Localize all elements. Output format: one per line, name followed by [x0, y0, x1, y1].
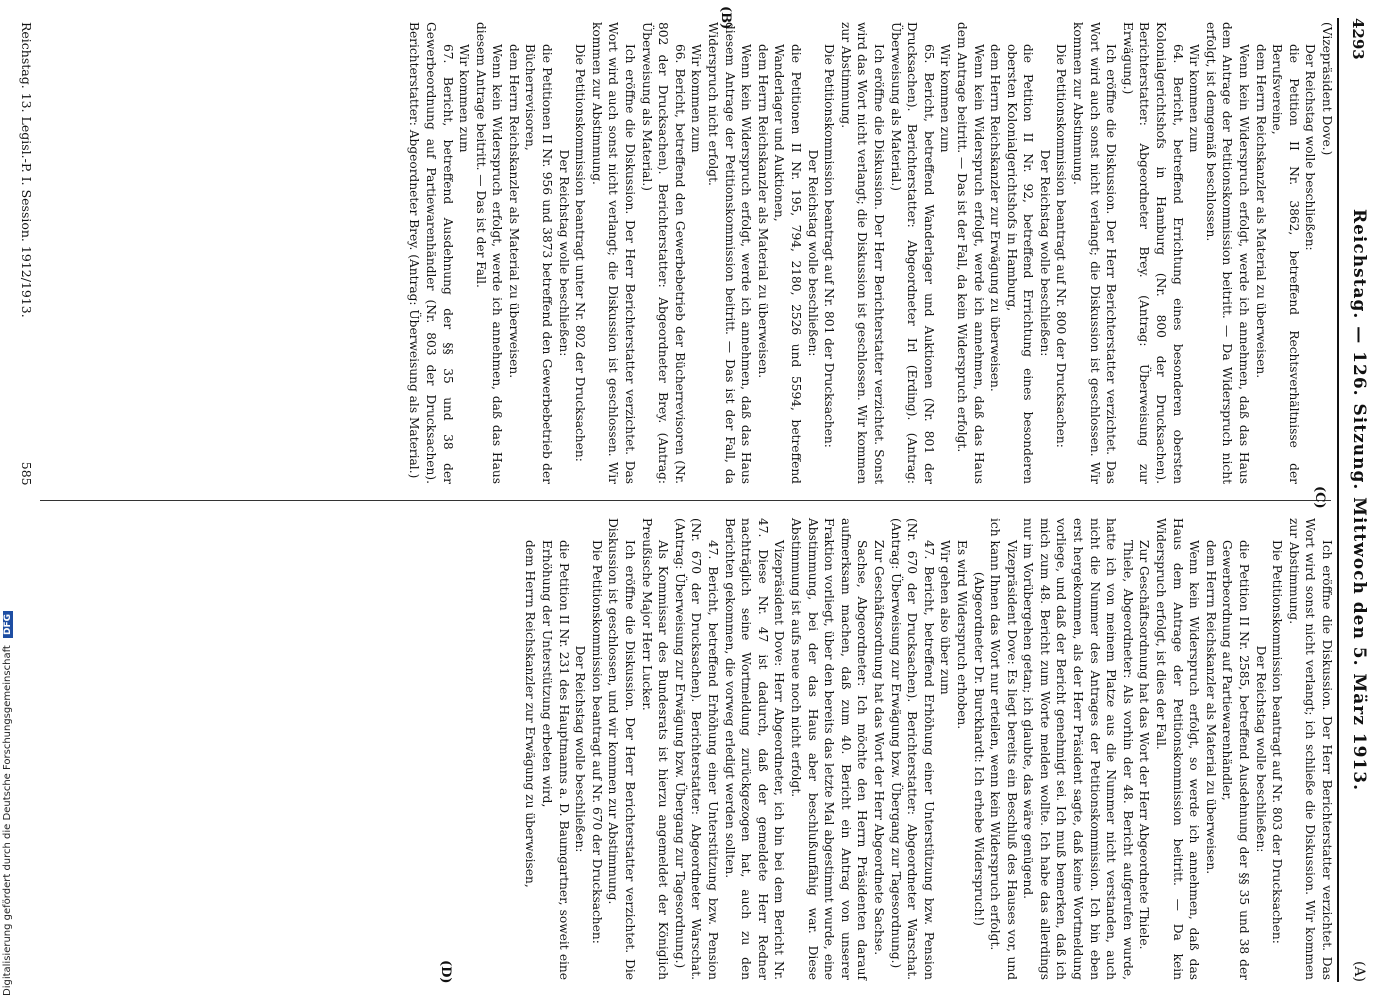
paragraph: Wir gehen also über zum [938, 540, 953, 695]
petition-text: die Petitionen II Nr. 956 und 3873 betreffend den Gewerbebetrieb der Bücherrevisoren, [523, 44, 555, 484]
report-item: 66. Bericht, betreffend den Gewerbebetrieb der Bücherrevisoren (Nr. 802 der Drucksachen). Berichterstatter: Abgeordneter Brey. (Antrag: Überweisung als Material.) [639, 22, 687, 484]
left-column [406, 22, 1335, 484]
paragraph: Zur Geschäftsordnung hat das Wort der Herr Abgeordnete Thiele. [1137, 540, 1152, 950]
report-item: 67. Bericht, betreffend Ausdehnung der §§ 35 und 38 der Gewerbeordnung auf Partiewarenhändler (Nr. 803 der Drucksachen). Berichterstatter: Abgeordneter Brey. (Antrag: Überweisung als Material.) [407, 22, 455, 484]
petition-disposition: dem Herrn Reichskanzler als Material zu überweisen. [506, 44, 521, 379]
paragraph: Wenn kein Widerspruch erfolgt, werde ich annehmen, daß das Haus dem Antrage beitritt. — Das ist der Fall, da kein Widerspruch erfolgt. [954, 22, 986, 484]
speech: Vizepräsident Dove: Es liegt bereits ein Beschluß des Hauses vor, und ich kann Ihnen das Wort nur erteilen, wenn kein Widerspruch erfolgt. [988, 518, 1019, 980]
credit-text: Digitalisierung gefördert durch die Deutsche Forschungsgemeinschaft [2, 645, 13, 996]
paragraph: Die Petitionskommission beantragt unter Nr. 802 der Drucksachen: [573, 44, 588, 462]
paragraph: Wir kommen zum [938, 44, 953, 153]
sheet-signature: 585 [19, 461, 34, 486]
paragraph: Die Petitionskommission beantragt auf Nr. 800 der Drucksachen: [1054, 44, 1069, 448]
petition-text: die Petition II Nr. 231 des Hauptmanns a. D. Baumgartner, soweit eine Erhöhung der Unterstützung erbeten wird, [540, 540, 571, 980]
interjection: (Abgeordneter Dr. Burckhardt: Ich erhebe Widerspruch!) [971, 571, 986, 927]
paragraph: Ich eröffne die Diskussion. Der Herr Berichterstatter verzichtet. Das Wort wird auch sonst nicht verlangt; die Diskussion ist geschlossen. Wir kommen zur Abstimmung. [589, 22, 638, 484]
paragraph: Ich eröffne die Diskussion. Der Herr Berichterstatter verzichtet. Sonst wird das Wort nicht verlangt; die Diskussion ist geschlossen. Wir kommen zur Abstimmung. [838, 22, 886, 484]
margin-mark-c: (C) [1312, 486, 1327, 509]
resolution-intro: Der Reichstag wolle beschließen: [573, 645, 588, 853]
volume-reference: Reichstag. 13. Legisl.-P. I. Session. 1912/1913. [19, 22, 34, 318]
column-divider [40, 500, 1331, 501]
margin-mark-b: (B) [718, 6, 733, 30]
petition-disposition: dem Herrn Reichskanzler als Material zu überweisen. [1253, 44, 1268, 379]
petition-text: die Petition II Nr. 3862, betreffend Rechtsverhältnisse der Berufsvereine, [1270, 44, 1301, 484]
petition-disposition: dem Herrn Reichskanzler als Material zu überweisen. [1203, 540, 1218, 875]
section-marker: (A) [1351, 960, 1367, 982]
paragraph: Wenn kein Widerspruch erfolgt, werde ich annehmen, daß das Haus diesem Antrage der Petitionskommission beitritt. — Das ist der Fall, da Widerspruch nicht erfolgt. [706, 22, 754, 484]
resolution-intro: Der Reichstag wolle beschließen: [1253, 645, 1268, 853]
speaker-note: (Vizepräsident Dove.) [1320, 22, 1334, 156]
paragraph: Wenn kein Widerspruch erfolgt, werde ich annehmen, daß das Haus diesem Antrage beitritt. — Das ist der Fall. [473, 22, 505, 484]
page-title: Reichstag. — 126. Sitzung. Mittwoch den 5. März 1913. [1349, 208, 1369, 792]
speech: Sachse, Abgeordneter: Ich möchte den Herrn Präsidenten darauf aufmerksam machen, daß zum 40. Bericht ein Antrag von unserer Fraktion vorliegt, über den bereits das letzte Mal abgestimmt wurde, eine Abstimmung, bei der das Haus aber beschlußunfähig war. Diese Abstimmung ist aufs neue noch nicht erfolgt. [789, 518, 870, 980]
petition-disposition: dem Herrn Reichskanzler zur Erwägung zu überweisen, [523, 540, 538, 888]
paragraph: Die Petitionskommission beantragt auf Nr. 670 der Drucksachen: [589, 540, 604, 944]
page-number: 4293 [1349, 18, 1367, 60]
resolution-intro: Der Reichstag wolle beschließen: [556, 149, 571, 357]
paragraph: Wir kommen zum [457, 44, 472, 153]
paragraph: Wenn kein Widerspruch erfolgt, so werde ich annehmen, daß das Haus dem Antrage der Petitionskommission beitritt. — Da kein Widerspruch erfolgt, ist dies der Fall. [1154, 518, 1202, 980]
paragraph: Ich eröffne die Diskussion. Der Herr Berichterstatter verzichtet. Die Diskussion ist geschlossen, und wir kommen zur Abstimmung. [606, 518, 638, 980]
resolution-intro: Der Reichstag wolle beschließen: [805, 149, 820, 357]
paragraph: Ich eröffne die Diskussion. Der Herr Berichterstatter verzichtet. Das Wort wird auch sonst nicht verlangt; die Diskussion ist geschlossen. Wir kommen zur Abstimmung. [1071, 22, 1119, 484]
paragraph: Ich eröffne die Diskussion. Der Herr Berichterstatter verzichtet. Das Wort wird sonst nicht verlangt; ich schließe die Diskussion. Wir kommen zur Abstimmung. [1286, 518, 1334, 980]
paragraph: Wir kommen zum [689, 44, 704, 153]
petition-disposition: dem Herrn Reichskanzler zur Erwägung zu überweisen. [988, 44, 1003, 392]
report-item: 65. Bericht, betreffend Wanderlager und Auktionen (Nr. 801 der Drucksachen). Berichterstatter: Abgeordneter Irl (Erding). (Antrag: Überweisung als Material.) [888, 22, 936, 484]
paragraph: Es wird Widerspruch erhoben. [954, 540, 969, 730]
dfg-logo: DFG [3, 611, 13, 638]
speech: Thiele, Abgeordneter: Als vorhin der 48. Bericht aufgerufen wurde, hatte ich von meinem Platze aus die Nummer nicht verstanden, auch nicht die Nummer des Antrages der Petitionskommission. Ich bin eben erst hergekommen, als der Herr Präsident sagte, daß keine Wortmeldung vorliege, und daß der Bericht genehmigt sei. Ich muß bemerken, daß ich mich zum 48. Bericht zum Worte melden wollte. Ich habe das allerdings nur im Vorübergehen getan; ich glaubte, das wäre genügend. [1021, 518, 1135, 980]
paragraph: Wir kommen zum [1187, 44, 1202, 153]
digitization-credit [2, 611, 13, 996]
paragraph: Die Petitionskommission beantragt auf Nr. 801 der Drucksachen: [822, 44, 837, 448]
report-item: 47. Bericht, betreffend Erhöhung einer Unterstützung bzw. Pension (Nr. 670 der Drucksachen). Berichterstatter: Abgeordneter Warschat. (Antrag: Überweisung zur Erwägung bzw. Übergang zur Tagesordnung.) [888, 518, 936, 980]
petition-text: die Petition II Nr. 2585, betreffend Ausdehnung der §§ 35 und 38 der Gewerbeordnung auf Partiewarenhändler, [1220, 540, 1252, 980]
resolution-intro: Der Reichstag wolle beschließen: [1037, 149, 1052, 357]
right-column [522, 518, 1335, 980]
petition-text: die Petitionen II Nr. 195, 794, 2180, 2526 und 5594, betreffend Wanderlager und Auktionen, [772, 44, 803, 484]
paragraph: Wenn kein Widerspruch erfolgt, werde ich annehmen, daß das Haus dem Antrage der Petitionskommission beitritt. — Da Widerspruch nicht erfolgt, ist demgemäß beschlossen. [1203, 22, 1252, 484]
speech: Vizepräsident Dove: Herr Abgeordneter, ich bin bei dem Bericht Nr. 47. Diese Nr. 47 ist dadurch, daß der gemeldete Herr Redner nachträglich seine Wortmeldung zurückgezogen hat, auch zu den Berichten gekommen, die vorweg erledigt werden sollten. [722, 518, 787, 980]
margin-mark-d: (D) [438, 960, 453, 984]
page-header [1337, 18, 1373, 982]
paragraph: Zur Geschäftsordnung hat das Wort der Herr Abgeordnete Sachse. [871, 540, 886, 956]
report-item: 47. Bericht, betreffend Erhöhung einer Unterstützung bzw. Pension (Nr. 670 der Drucksachen). Berichterstatter: Abgeordneter Warschat. (Antrag: Überweisung zur Erwägung bzw. Übergang zur Tagesordnung.) [672, 518, 721, 980]
paragraph: Als Kommissar des Bundesrats ist hierzu angemeldet der Königlich Preußische Major Herr Lucker. [639, 518, 671, 980]
petition-disposition: dem Herrn Reichskanzler als Material zu überweisen. [755, 44, 770, 379]
petition-text: die Petition II Nr. 92, betreffend Errichtung eines besonderen obersten Kolonialgerichtshofs in Hamburg, [1004, 44, 1036, 484]
paragraph: Die Petitionskommission beantragt auf Nr. 803 der Drucksachen: [1270, 540, 1285, 944]
report-item: 64. Bericht, betreffend Errichtung eines besonderen obersten Kolonialgerichtshofs in Hamburg (Nr. 800 der Drucksachen). Berichterstatter: Abgeordneter Brey. (Antrag: Überweisung zur Erwägung.) [1120, 22, 1185, 484]
resolution-intro: Der Reichstag wolle beschließen: [1303, 44, 1318, 251]
page-footer [12, 22, 34, 978]
